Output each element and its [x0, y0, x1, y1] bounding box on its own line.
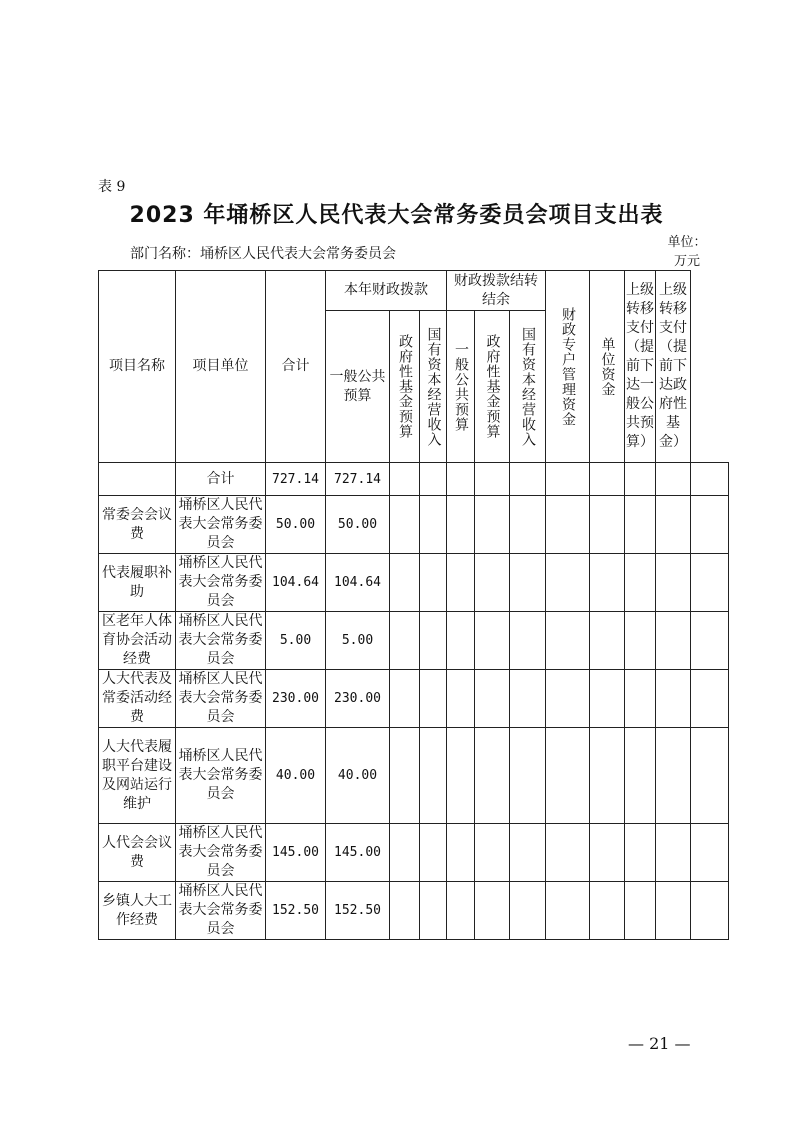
row-project-name: 乡镇人大工作经费 [99, 882, 176, 940]
empty-cell [447, 496, 475, 554]
table-row [99, 554, 729, 612]
row-total: 50.00 [266, 496, 326, 554]
table-row [99, 496, 729, 554]
empty-cell [656, 554, 691, 612]
total-row-general: 727.14 [326, 463, 390, 496]
header-transfer-general: 上级转移支付（提前下达一般公共预算） [625, 271, 656, 463]
table-row [99, 882, 729, 940]
empty-cell [691, 554, 729, 612]
empty-cell [447, 824, 475, 882]
empty-cell [420, 554, 447, 612]
empty-cell [475, 496, 510, 554]
empty-cell [625, 554, 656, 612]
empty-cell [510, 824, 546, 882]
empty-cell [546, 824, 590, 882]
header-transfer-gov-fund: 上级转移支付（提前下达政府性基金） [656, 271, 691, 463]
row-total: 145.00 [266, 824, 326, 882]
empty-cell [390, 728, 420, 824]
row-general-budget: 104.64 [326, 554, 390, 612]
empty-cell [390, 554, 420, 612]
empty-cell [691, 824, 729, 882]
row-total: 40.00 [266, 728, 326, 824]
empty-cell [390, 824, 420, 882]
empty-cell [420, 496, 447, 554]
empty-cell [590, 670, 625, 728]
header-carry-general: 一般公共预算 [447, 311, 475, 463]
row-general-budget: 50.00 [326, 496, 390, 554]
empty-cell [420, 882, 447, 940]
row-project-name: 人代会会议费 [99, 824, 176, 882]
empty-cell [420, 612, 447, 670]
empty-cell [656, 612, 691, 670]
empty-cell [475, 882, 510, 940]
header-project-unit: 项目单位 [176, 271, 266, 463]
empty-cell [420, 728, 447, 824]
empty-cell [691, 670, 729, 728]
empty-cell [390, 612, 420, 670]
empty-cell [656, 670, 691, 728]
empty-cell [590, 496, 625, 554]
empty-cell [510, 496, 546, 554]
row-general-budget: 230.00 [326, 670, 390, 728]
row-total: 5.00 [266, 612, 326, 670]
row-project-unit: 埇桥区人民代表大会常务委员会 [176, 496, 266, 554]
empty-cell [625, 824, 656, 882]
empty-cell [510, 882, 546, 940]
row-total: 152.50 [266, 882, 326, 940]
empty-cell [625, 612, 656, 670]
empty-cell [447, 612, 475, 670]
empty-cell [546, 496, 590, 554]
empty-cell [590, 882, 625, 940]
row-project-unit: 埇桥区人民代表大会常务委员会 [176, 554, 266, 612]
header-carry-gov-fund: 政府性基金预算 [475, 311, 510, 463]
empty-cell [546, 882, 590, 940]
header-unit-fund: 单位资金 [590, 271, 625, 463]
header-total: 合计 [266, 271, 326, 463]
empty-cell [691, 612, 729, 670]
empty-cell [590, 728, 625, 824]
row-general-budget: 145.00 [326, 824, 390, 882]
row-general-budget: 40.00 [326, 728, 390, 824]
table-row [99, 612, 729, 670]
empty-cell [590, 612, 625, 670]
table-body [99, 463, 729, 940]
row-general-budget: 5.00 [326, 612, 390, 670]
row-total: 104.64 [266, 554, 326, 612]
row-project-name: 常委会会议费 [99, 496, 176, 554]
row-project-name: 区老年人体育协会活动经费 [99, 612, 176, 670]
empty-cell [510, 554, 546, 612]
empty-cell [510, 728, 546, 824]
header-carry-state-capital: 国有资本经营收入 [510, 311, 546, 463]
table-row [99, 824, 729, 882]
empty-cell [656, 496, 691, 554]
row-project-name: 人大代表履职平台建设及网站运行维护 [99, 728, 176, 824]
page-number: — 21 — [628, 1034, 691, 1053]
header-state-capital: 国有资本经营收入 [420, 311, 447, 463]
header-special-fund: 财政专户管理资金 [546, 271, 590, 463]
empty-cell [420, 824, 447, 882]
row-project-unit: 埇桥区人民代表大会常务委员会 [176, 824, 266, 882]
empty-cell [475, 824, 510, 882]
table-row [99, 670, 729, 728]
empty-cell [656, 882, 691, 940]
empty-cell [390, 670, 420, 728]
row-project-name: 人大代表及常委活动经费 [99, 670, 176, 728]
unit-label: 单位：万元 [667, 235, 707, 269]
empty-cell [390, 496, 420, 554]
table-row [99, 728, 729, 824]
empty-cell [475, 728, 510, 824]
row-total: 230.00 [266, 670, 326, 728]
table-header [99, 271, 729, 463]
department-name: 部门名称：埇桥区人民代表大会常务委员会 [130, 246, 396, 262]
empty-cell [510, 670, 546, 728]
empty-cell [656, 824, 691, 882]
empty-cell [475, 670, 510, 728]
header-gov-fund: 政府性基金预算 [390, 311, 420, 463]
empty-cell [475, 554, 510, 612]
empty-cell [590, 824, 625, 882]
empty-cell [447, 670, 475, 728]
empty-cell [691, 496, 729, 554]
empty-cell [546, 554, 590, 612]
empty-cell [447, 882, 475, 940]
row-project-name: 代表履职补助 [99, 554, 176, 612]
row-project-unit: 埇桥区人民代表大会常务委员会 [176, 670, 266, 728]
empty-cell [625, 882, 656, 940]
table-label: 表 9 [98, 179, 126, 195]
row-project-unit: 埇桥区人民代表大会常务委员会 [176, 728, 266, 824]
project-expenditure-table [98, 270, 729, 940]
total-row [99, 463, 729, 496]
header-carryover: 财政拨款结转结余 [447, 271, 546, 311]
header-general-budget: 一般公共预算 [326, 311, 390, 463]
empty-cell [510, 612, 546, 670]
total-row-label: 合计 [176, 463, 266, 496]
empty-cell [390, 882, 420, 940]
empty-cell [447, 554, 475, 612]
row-general-budget: 152.50 [326, 882, 390, 940]
empty-cell [590, 554, 625, 612]
empty-cell [691, 882, 729, 940]
row-project-unit: 埇桥区人民代表大会常务委员会 [176, 612, 266, 670]
empty-cell [546, 670, 590, 728]
empty-cell [447, 728, 475, 824]
total-row-total: 727.14 [266, 463, 326, 496]
empty-cell [546, 612, 590, 670]
empty-cell [420, 670, 447, 728]
row-project-unit: 埇桥区人民代表大会常务委员会 [176, 882, 266, 940]
empty-cell [625, 728, 656, 824]
empty-cell [625, 670, 656, 728]
page-title: 2023 年埇桥区人民代表大会常务委员会项目支出表 [129, 203, 664, 228]
empty-cell [625, 496, 656, 554]
empty-cell [475, 612, 510, 670]
empty-cell [691, 728, 729, 824]
empty-cell [546, 728, 590, 824]
empty-cell [656, 728, 691, 824]
header-current-year: 本年财政拨款 [326, 271, 447, 311]
header-project-name: 项目名称 [99, 271, 176, 463]
